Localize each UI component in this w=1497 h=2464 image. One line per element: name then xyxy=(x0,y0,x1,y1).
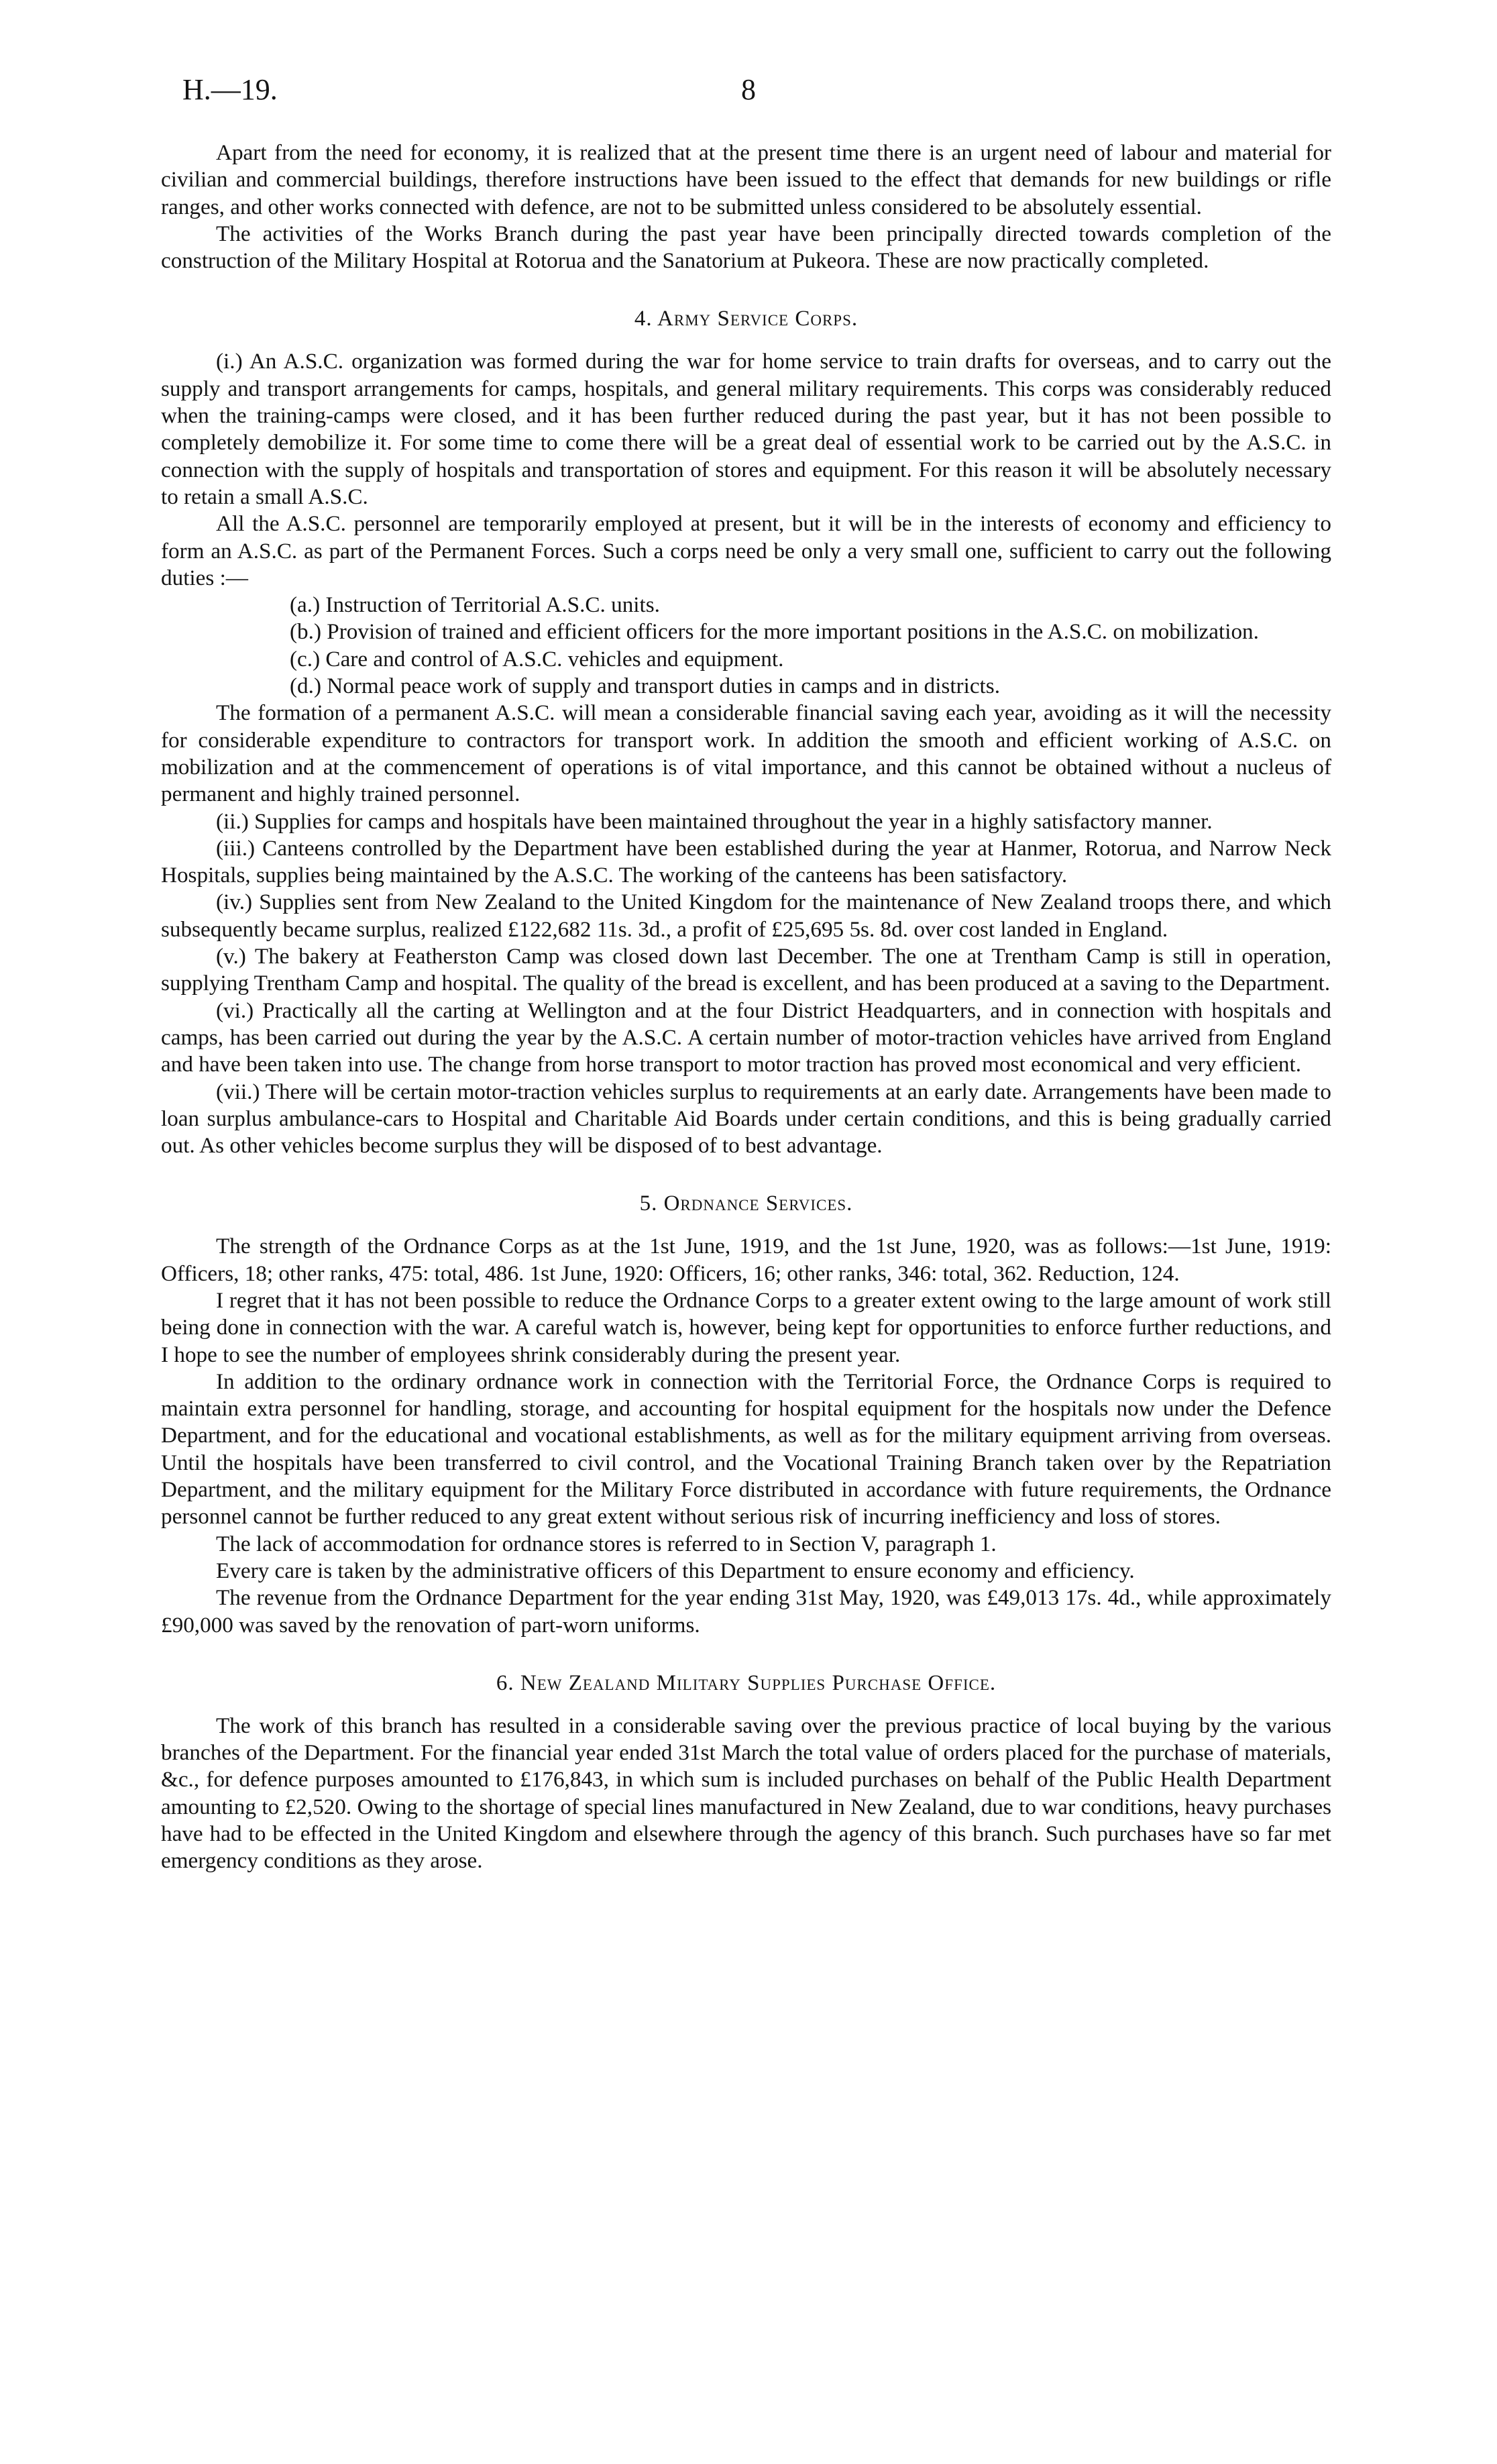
duty-item-d: (d.) Normal peace work of supply and transport duties in camps and in districts. xyxy=(290,674,1000,699)
section-heading-purchase-office: 6. New Zealand Military Supplies Purchase Office. xyxy=(496,1670,997,1695)
section-heading-ordnance-services: 5. Ordnance Services. xyxy=(639,1191,853,1216)
document-body xyxy=(161,140,1331,1875)
ordnance-paragraph-regret: I regret that it has not been possible to reduce the Ordnance Corps to a greater extent owing to the large amount of work still being done in connection with the war. A careful watch is, however, being kept for opportunities to enforce further reductions, and I hope to see the number of employees shrink considerably during the present year. xyxy=(161,1287,1331,1367)
section-heading-army-service-corps: 4. Army Service Corps. xyxy=(634,307,858,331)
asc-paragraph-vii: (vii.) There will be certain motor-traction vehicles surplus to requirements at an early date. Arrangements have been made to loan surplus ambulance-cars to Hospital and Charitable Aid Boards under certain conditions, and this is being gradually carried out. As other vehicles become surplus they will be disposed of to best advantage. xyxy=(161,1079,1331,1159)
ordnance-paragraph-revenue: The revenue from the Ordnance Department for the year ending 31st May, 1920, was £49,013 17s. 4d., while approximately £90,000 was saved by the renovation of part-worn uniforms. xyxy=(161,1585,1331,1638)
ordnance-paragraph-addition: In addition to the ordinary ordnance work in connection with the Territorial Force, the Ordnance Corps is required to maintain extra personnel for handling, storage, and accounting for hospital equipment for the hospitals now under the Defence Department, and for the educational and vocational establishments, as well as for the military equipment arriving from overseas. Until the hospitals have been transferred to civil control, and the Vocational Training Branch taken over by the Repatriation Department, and the military equipment for the Military Force distributed in accordance with future requirements, the Ordnance personnel cannot be further reduced to any great extent without serious risk of incurring inefficiency and loss of stores. xyxy=(161,1369,1331,1530)
asc-paragraph-v: (v.) The bakery at Featherston Camp was closed down last December. The one at Trentham Camp is still in operation, supplying Trentham Camp and hospital. The quality of the bread is excellent, and has been produced at a saving to the Department. xyxy=(161,944,1331,996)
duty-item-a: (a.) Instruction of Territorial A.S.C. units. xyxy=(290,592,660,618)
asc-paragraph-i: (i.) An A.S.C. organization was formed during the war for home service to train drafts for overseas, and to carry out the supply and transport arrangements for camps, hospitals, and general military requirements. This corps was considerably reduced when the training-camps were closed, and it has been further reduced during the past year, but it has not been possible to completely demobilize it. For some time to come there will be a great deal of essential work to be carried out by the A.S.C. in connection with the supply of hospitals and transportation of stores and equipment. For this reason it will be absolutely necessary to retain a small A.S.C. xyxy=(161,349,1331,509)
asc-paragraph-ii: (ii.) Supplies for camps and hospitals have been maintained throughout the year in a highly satisfactory manner. xyxy=(216,808,1213,834)
document-reference: H.—19. xyxy=(182,73,278,106)
ordnance-paragraph-accommodation: The lack of accommodation for ordnance stores is referred to in Section V, paragraph 1. xyxy=(216,1531,997,1556)
page-number: 8 xyxy=(741,73,756,106)
intro-paragraph-2: The activities of the Works Branch during the past year have been principally directed towards completion of the construction of the Military Hospital at Rotorua and the Sanatorium at Pukeora. These are now practically completed. xyxy=(161,221,1331,274)
ordnance-paragraph-strength: The strength of the Ordnance Corps as at the 1st June, 1919, and the 1st June, 1920, was as follows:—1st June, 1919: Officers, 18; other ranks, 475: total, 486. 1st June, 1920: Officers, 16; other ranks, 346: total, 362. Reduction, 124. xyxy=(161,1234,1331,1286)
asc-paragraph-personnel: All the A.S.C. personnel are temporarily employed at present, but it will be in the interests of economy and efficiency to form an A.S.C. as part of the Permanent Forces. Such a corps need be only a very small one, sufficient to carry out the following duties :— xyxy=(161,511,1331,590)
asc-paragraph-iii: (iii.) Canteens controlled by the Department have been established during the year at Hanmer, Rotorua, and Narrow Neck Hospitals, supplies being maintained by the A.S.C. The working of the canteens has been satisfactory. xyxy=(161,835,1331,888)
ordnance-paragraph-economy: Every care is taken by the administrative officers of this Department to ensure economy and efficiency. xyxy=(216,1558,1135,1583)
asc-paragraph-formation: The formation of a permanent A.S.C. will mean a considerable financial saving each year, avoiding as it will the necessity for considerable expenditure to contractors for transport work. In addition the smooth and efficient working of A.S.C. on mobilization and at the commencement of operations is of vital importance, and this cannot be obtained without a nucleus of permanent and highly trained personnel. xyxy=(161,700,1331,807)
intro-paragraph-1: Apart from the need for economy, it is realized that at the present time there is an urgent need of labour and material for civilian and commercial buildings, therefore instructions have been issued to the effect that demands for new buildings or rifle ranges, and other works connected with defence, are not to be submitted unless considered to be absolutely essential. xyxy=(161,140,1331,219)
purchase-office-paragraph: The work of this branch has resulted in a considerable saving over the previous practice of local buying by the various branches of the Department. For the financial year ended 31st March the total value of orders placed for the purchase of materials, &c., for defence purposes amounted to £176,843, in which sum is included purchases on behalf of the Public Health Department amounting to £2,520. Owing to the shortage of special lines manufactured in New Zealand, due to war conditions, heavy purchases have had to be effected in the United Kingdom and elsewhere through the agency of this branch. Such purchases have so far met emergency conditions as they arose. xyxy=(161,1713,1331,1874)
duty-item-c: (c.) Care and control of A.S.C. vehicles and equipment. xyxy=(290,646,784,672)
asc-paragraph-vi: (vi.) Practically all the carting at Wellington and at the four District Headquarters, and in connection with hospitals and camps, has been carried out during the year by the A.S.C. A certain number of motor-traction vehicles have arrived from England and have been taken into use. The change from horse transport to motor traction has proved most economical and very efficient. xyxy=(161,998,1331,1077)
asc-paragraph-iv: (iv.) Supplies sent from New Zealand to the United Kingdom for the maintenance of New Zealand troops there, and which subsequently became surplus, realized £122,682 11s. 3d., a profit of £25,695 5s. 8d. over cost landed in England. xyxy=(161,890,1331,942)
duty-item-b: (b.) Provision of trained and efficient officers for the more important positions in the A.S.C. on mobilization. xyxy=(290,619,1259,645)
